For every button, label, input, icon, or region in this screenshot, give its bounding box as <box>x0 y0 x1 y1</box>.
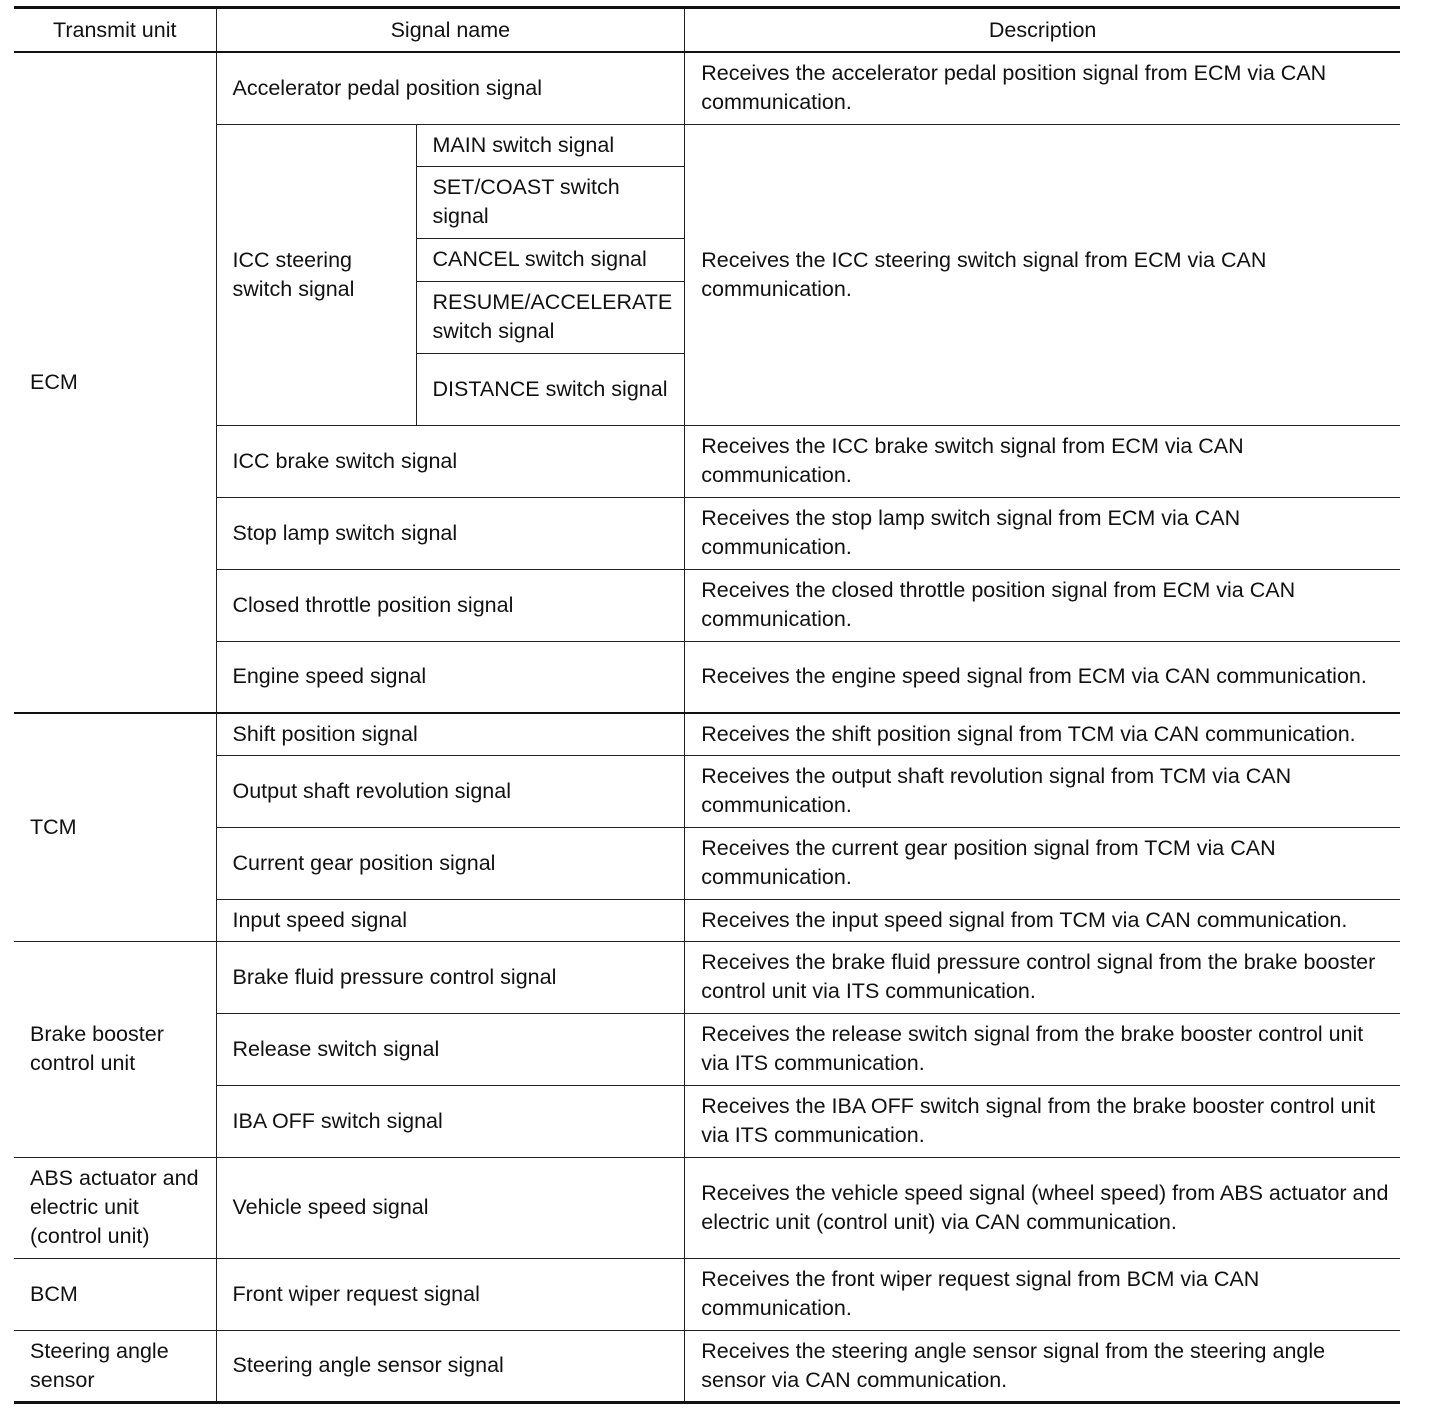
table-row <box>14 1330 1400 1402</box>
signal-cell: Engine speed signal <box>216 641 685 713</box>
unit-cell: ECM <box>14 52 216 713</box>
signal-cell: Steering angle sensor signal <box>216 1330 685 1402</box>
table-row <box>14 1085 1400 1157</box>
abs-group <box>14 1157 1400 1258</box>
description-cell: Receives the front wiper request signal from BCM via CAN communication. <box>685 1258 1400 1330</box>
header-description: Description <box>685 8 1400 53</box>
ecm-group <box>14 52 1400 713</box>
signal-cell: Stop lamp switch signal <box>216 497 685 569</box>
description-cell: Receives the current gear position signal from TCM via CAN communication. <box>685 827 1400 899</box>
table-row <box>14 941 1400 1013</box>
table-row <box>14 124 1400 166</box>
signal-cell: IBA OFF switch signal <box>216 1085 685 1157</box>
signal-cell: Input speed signal <box>216 899 685 941</box>
description-cell: Receives the vehicle speed signal (wheel speed) from ABS actuator and electric unit (control unit) via CAN communication. <box>685 1157 1400 1258</box>
signal-cell: Current gear position signal <box>216 827 685 899</box>
description-cell: Receives the output shaft revolution signal from TCM via CAN communication. <box>685 755 1400 827</box>
sub-signal-cell: DISTANCE switch signal <box>416 353 685 425</box>
header-transmit-unit: Transmit unit <box>14 8 216 53</box>
header-signal-name: Signal name <box>216 8 685 53</box>
unit-cell: Steering angle sensor <box>14 1330 216 1402</box>
signal-cell: Vehicle speed signal <box>216 1157 685 1258</box>
steering-group <box>14 1330 1400 1402</box>
brake-booster-group <box>14 941 1400 1157</box>
table-row <box>14 1013 1400 1085</box>
unit-cell: BCM <box>14 1258 216 1330</box>
signal-cell: ICC brake switch signal <box>216 425 685 497</box>
description-cell: Receives the brake fluid pressure control signal from the brake booster control unit via ITS communication. <box>685 941 1400 1013</box>
signal-cell: Brake fluid pressure control signal <box>216 941 685 1013</box>
description-cell: Receives the steering angle sensor signal from the steering angle sensor via CAN communication. <box>685 1330 1400 1402</box>
description-cell: Receives the stop lamp switch signal from ECM via CAN communication. <box>685 497 1400 569</box>
description-cell: Receives the accelerator pedal position signal from ECM via CAN communication. <box>685 52 1400 124</box>
table-row <box>14 899 1400 941</box>
description-cell: Receives the ICC brake switch signal from ECM via CAN communication. <box>685 425 1400 497</box>
signal-table <box>14 6 1400 1404</box>
tcm-group <box>14 713 1400 941</box>
signal-cell: Release switch signal <box>216 1013 685 1085</box>
table-row <box>14 1157 1400 1258</box>
table-row <box>14 827 1400 899</box>
sub-signal-cell: MAIN switch signal <box>416 124 685 166</box>
description-cell: Receives the closed throttle position signal from ECM via CAN communication. <box>685 569 1400 641</box>
unit-cell: Brake booster control unit <box>14 941 216 1157</box>
signal-cell: Shift position signal <box>216 713 685 755</box>
bcm-group <box>14 1258 1400 1330</box>
signal-cell: Closed throttle position signal <box>216 569 685 641</box>
description-cell: Receives the input speed signal from TCM via CAN communication. <box>685 899 1400 941</box>
signal-cell: ICC steering switch signal <box>216 124 416 425</box>
sub-signal-cell: CANCEL switch signal <box>416 238 685 281</box>
table-row <box>14 569 1400 641</box>
signal-cell: Front wiper request signal <box>216 1258 685 1330</box>
signal-cell: Accelerator pedal position signal <box>216 52 685 124</box>
table-row <box>14 425 1400 497</box>
table-row <box>14 52 1400 124</box>
sub-signal-cell: RESUME/ACCELERATE switch signal <box>416 281 685 353</box>
table-header <box>14 8 1400 53</box>
table-row <box>14 755 1400 827</box>
table-row <box>14 641 1400 713</box>
description-cell: Receives the release switch signal from the brake booster control unit via ITS communication. <box>685 1013 1400 1085</box>
description-cell: Receives the engine speed signal from ECM via CAN communication. <box>685 641 1400 713</box>
signal-cell: Output shaft revolution signal <box>216 755 685 827</box>
description-cell: Receives the ICC steering switch signal from ECM via CAN communication. <box>685 124 1400 425</box>
description-cell: Receives the shift position signal from TCM via CAN communication. <box>685 713 1400 755</box>
sub-signal-cell: SET/COAST switch signal <box>416 166 685 238</box>
table-row <box>14 497 1400 569</box>
table-row <box>14 1258 1400 1330</box>
unit-cell: TCM <box>14 713 216 941</box>
description-cell: Receives the IBA OFF switch signal from the brake booster control unit via ITS communication. <box>685 1085 1400 1157</box>
unit-cell: ABS actuator and electric unit (control unit) <box>14 1157 216 1258</box>
table-row <box>14 713 1400 755</box>
